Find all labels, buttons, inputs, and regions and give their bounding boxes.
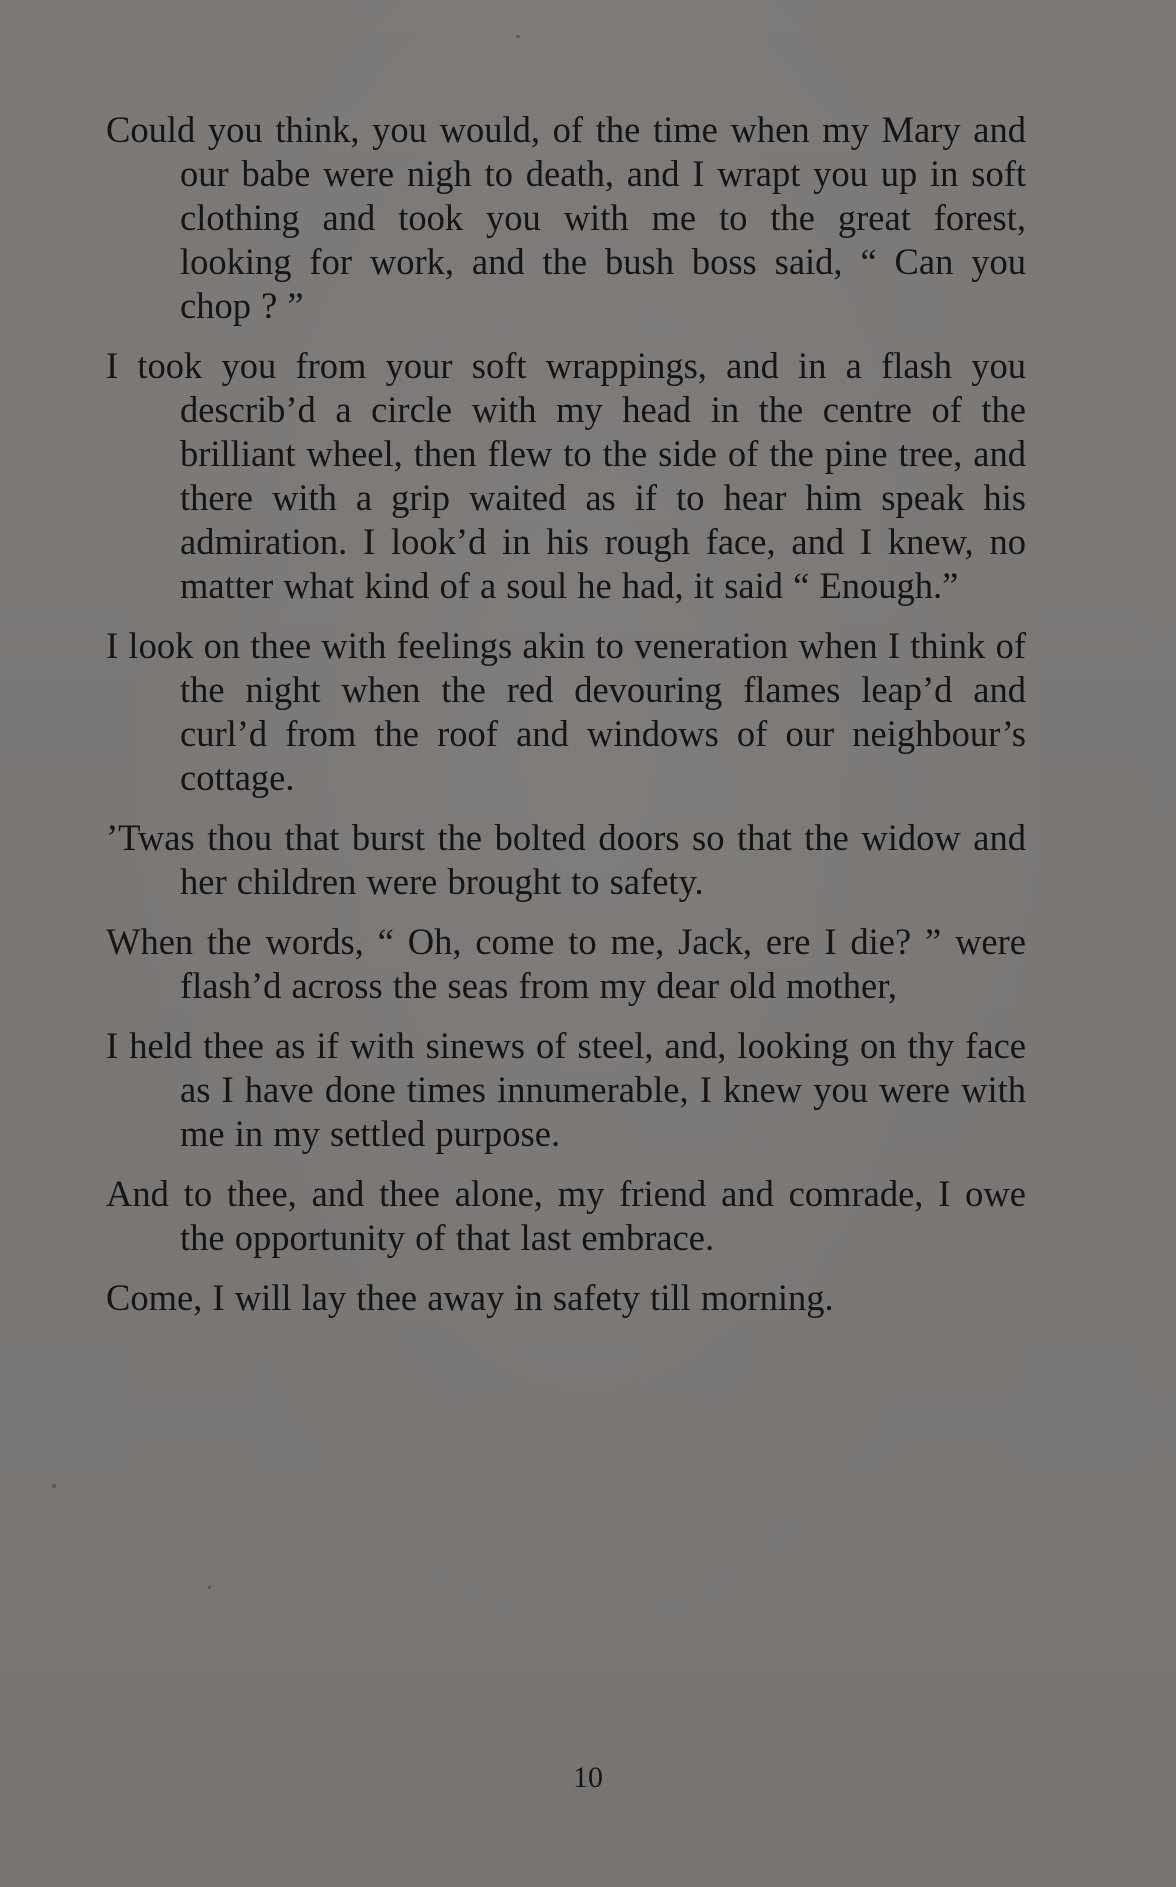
poem-text <box>106 108 1026 1336</box>
paper-speck <box>516 35 520 38</box>
paper-speck <box>208 1586 211 1589</box>
paragraph-5: When the words, “ Oh, come to me, Jack, ere I die? ” were flash’d across the seas from my dear old mother, <box>106 921 1026 1006</box>
paragraph-3: I look on thee with feelings akin to veneration when I think of the night when the red devouring flames leap’d and curl’d from the roof and windows of our neighbour’s cottage. <box>106 625 1026 798</box>
paragraph-1: Could you think, you would, of the time when my Mary and our babe were nigh to death, and I wrapt you up in soft clothing and took you with me to the great forest, looking for work, and the bush boss said, “ Can you chop ? ” <box>106 109 1026 326</box>
paragraph-6: I held thee as if with sinews of steel, and, looking on thy face as I have done times innumerable, I knew you were with me in my settled purpose. <box>106 1025 1026 1154</box>
paragraph-2: I took you from your soft wrappings, and in a flash you describ’d a circle with my head in the centre of the brilliant wheel, then flew to the side of the pine tree, and there with a grip waited as if to hear him speak his admiration. I look’d in his rough face, and I knew, no matter what kind of a soul he had, it said “ Enough.” <box>106 345 1026 606</box>
paragraph-8: Come, I will lay thee away in safety till morning. <box>106 1277 834 1318</box>
paragraph-7: And to thee, and thee alone, my friend and comrade, I owe the opportunity of that last embrace. <box>106 1173 1026 1258</box>
paragraph-4: ’Twas thou that burst the bolted doors so that the widow and her children were brought to safety. <box>106 817 1026 902</box>
paper-speck <box>52 1484 56 1488</box>
page-number: 10 <box>573 1761 603 1794</box>
